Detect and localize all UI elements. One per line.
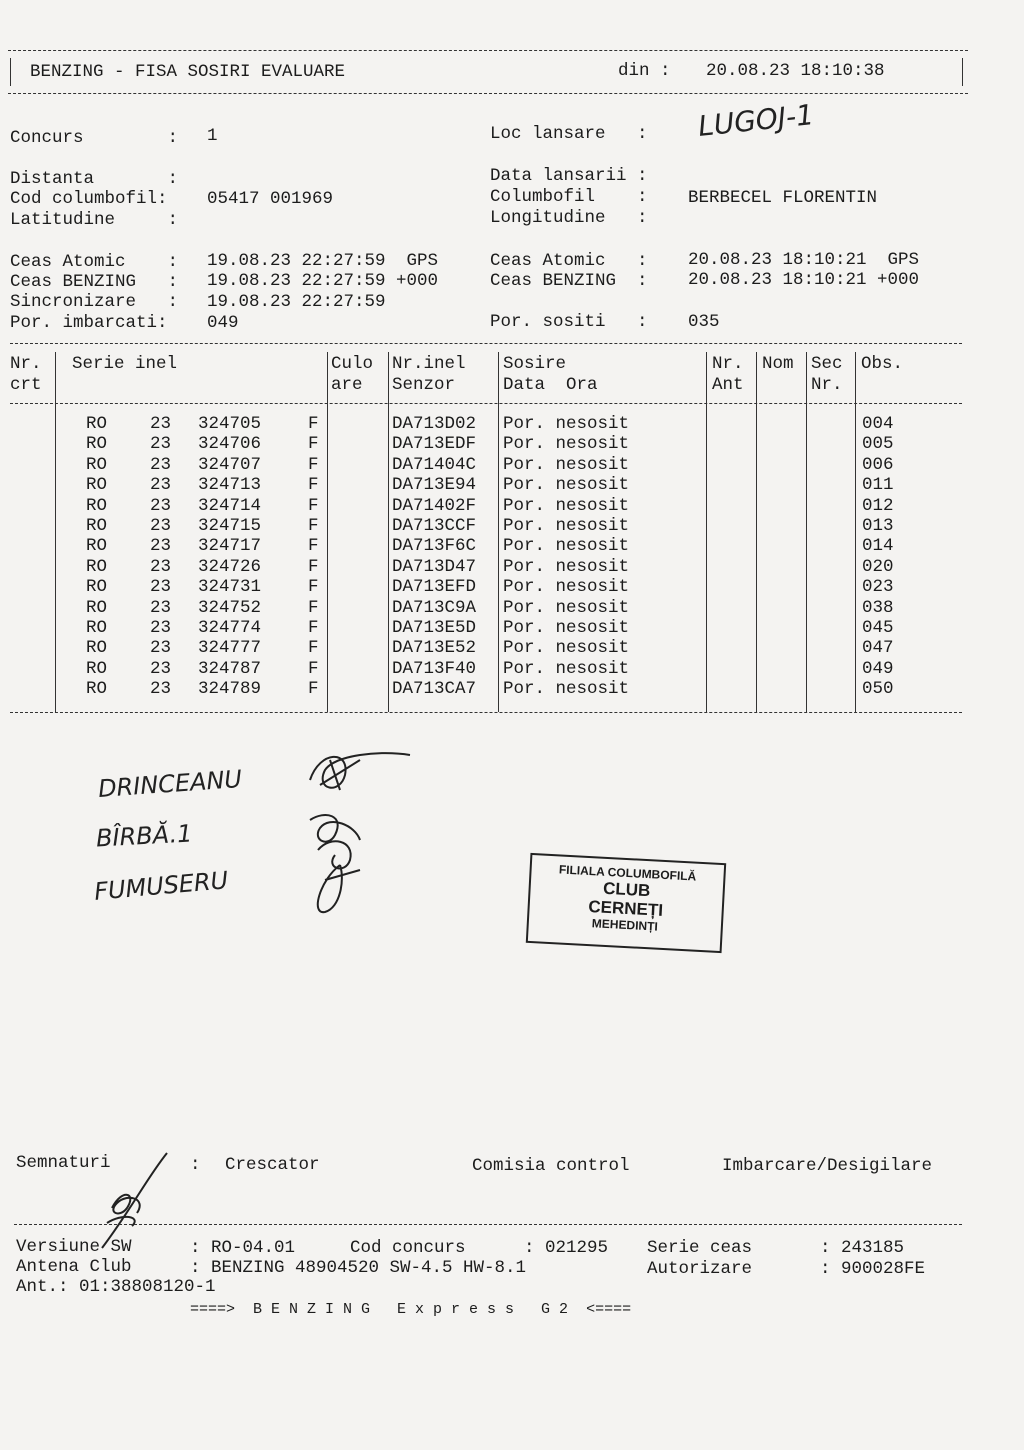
cell-sensor: DA713EFD <box>392 577 477 598</box>
cell-obs: 038 <box>862 597 894 618</box>
crescator-label: Crescator <box>225 1155 320 1175</box>
versiune-label: Versiune SW <box>16 1237 132 1257</box>
table-row <box>0 516 1024 536</box>
cell-status: Por. nesosit <box>503 618 630 638</box>
autorizare-value: : 900028FE <box>820 1259 926 1279</box>
por-sositi-value: 035 <box>688 312 720 332</box>
cell-country: RO <box>86 536 108 557</box>
latitudine-label: Latitudine : <box>10 210 179 230</box>
cell-year: 23 <box>150 414 172 434</box>
th-nrinel: Nr.inel <box>392 354 466 374</box>
cell-obs: 023 <box>862 577 894 598</box>
cell-sensor: DA713F40 <box>392 658 477 679</box>
cell-obs: 050 <box>862 679 894 700</box>
table-row <box>0 414 1024 434</box>
cell-sensor: DA713CA7 <box>392 679 477 700</box>
versiune-value: : RO-04.01 <box>190 1238 296 1258</box>
cell-year: 23 <box>150 618 172 638</box>
imbarcare-label: Imbarcare/Desigilare <box>722 1156 933 1176</box>
cell-country: RO <box>86 556 108 577</box>
cell-ring: 324717 <box>198 536 262 557</box>
cell-sex: F <box>308 556 319 577</box>
cell-sensor: DA713D02 <box>392 414 477 434</box>
cell-year: 23 <box>150 597 172 618</box>
cod-columbofil-value: 05417 001969 <box>207 189 334 209</box>
autorizare-label: Autorizare <box>647 1259 753 1279</box>
cell-status: Por. nesosit <box>503 434 630 455</box>
ant-line: Ant.: 01:38808120-1 <box>16 1277 216 1297</box>
table-row <box>0 638 1024 658</box>
cell-ring: 324706 <box>198 434 262 455</box>
cell-country: RO <box>86 414 108 434</box>
cell-obs: 006 <box>862 454 894 475</box>
cell-sex: F <box>308 454 319 475</box>
concurs-label: Concurs : <box>10 128 179 148</box>
cell-ring: 324752 <box>198 597 262 618</box>
cell-status: Por. nesosit <box>503 679 630 700</box>
cell-year: 23 <box>150 679 172 700</box>
loc-lansare-label: Loc lansare : <box>490 124 648 144</box>
table-bottom-border <box>10 712 962 713</box>
por-imbarcati-label: Por. imbarcati: <box>10 313 168 333</box>
cell-country: RO <box>86 638 108 659</box>
ceas-benzing-end: 20.08.23 18:10:21 +000 <box>688 270 920 290</box>
cell-status: Por. nesosit <box>503 658 630 679</box>
cell-sensor: DA71402F <box>392 495 477 516</box>
cell-obs: 047 <box>862 638 894 659</box>
table-row <box>0 577 1024 597</box>
cod-columbofil-label: Cod columbofil: <box>10 189 168 209</box>
cell-status: Por. nesosit <box>503 638 630 659</box>
table-top-border <box>10 343 962 344</box>
stamp-line-3: CERNEȚI <box>587 897 664 920</box>
serie-ceas-value: : 243185 <box>820 1238 905 1258</box>
serie-ceas-label: Serie ceas <box>647 1238 753 1258</box>
cell-sensor: DA713E5D <box>392 618 477 638</box>
por-sositi-label: Por. sositi : <box>490 312 648 332</box>
cell-status: Por. nesosit <box>503 414 630 434</box>
handwritten-name-2: BÎRBĂ.1 <box>95 819 194 853</box>
header-right-border <box>962 58 963 86</box>
table-header-divider <box>10 403 962 404</box>
th-ant: Ant <box>712 375 744 395</box>
data-lansarii-label: Data lansarii : <box>490 166 648 186</box>
cell-sex: F <box>308 577 319 598</box>
concurs-value: 1 <box>207 126 218 146</box>
sincronizare-value: 19.08.23 22:27:59 <box>207 292 386 312</box>
table-row <box>0 434 1024 454</box>
signature-marks <box>300 740 420 920</box>
cell-status: Por. nesosit <box>503 556 630 577</box>
cell-year: 23 <box>150 454 172 475</box>
cell-sex: F <box>308 597 319 618</box>
cell-year: 23 <box>150 658 172 679</box>
ceas-benzing-label: Ceas BENZING : <box>10 272 179 292</box>
th-serie: Serie inel <box>72 354 178 374</box>
stamp-line-1: FILIALA COLUMBOFILĂ <box>558 862 697 884</box>
cell-ring: 324789 <box>198 679 262 700</box>
header-bottom-border <box>8 93 968 94</box>
table-row <box>0 557 1024 577</box>
cell-year: 23 <box>150 495 172 516</box>
cell-status: Por. nesosit <box>503 516 630 536</box>
cell-obs: 005 <box>862 434 894 455</box>
handwritten-name-3: FUMUSERU <box>93 866 230 906</box>
footer-divider <box>14 1224 962 1225</box>
cell-sex: F <box>308 638 319 659</box>
cell-sex: F <box>308 475 319 496</box>
benzing-express-banner: ====> B E N Z I N G E x p r e s s G 2 <==== <box>190 1301 632 1318</box>
cell-sex: F <box>308 618 319 638</box>
th-crt: crt <box>10 375 42 395</box>
cell-ring: 324705 <box>198 414 262 434</box>
cell-sensor: DA713D47 <box>392 556 477 577</box>
cell-sensor: DA713E52 <box>392 638 477 659</box>
din-label: din : <box>618 61 671 81</box>
th-senzor: Senzor <box>392 375 456 395</box>
cell-status: Por. nesosit <box>503 495 630 516</box>
th-nr: Nr. <box>10 354 42 374</box>
cell-sex: F <box>308 434 319 455</box>
cod-concurs-label: Cod concurs <box>350 1238 466 1258</box>
loc-lansare-value: LUGOJ-1 <box>696 98 816 143</box>
th-nrant: Nr. <box>712 354 744 374</box>
ceas-atomic-r-label: Ceas Atomic : <box>490 251 648 271</box>
cell-ring: 324714 <box>198 495 262 516</box>
cell-country: RO <box>86 679 108 700</box>
table-row <box>0 659 1024 679</box>
cell-ring: 324787 <box>198 658 262 679</box>
cell-obs: 020 <box>862 556 894 577</box>
distanta-label: Distanta : <box>10 169 179 189</box>
cell-status: Por. nesosit <box>503 577 630 598</box>
longitudine-label: Longitudine : <box>490 208 648 228</box>
cell-year: 23 <box>150 475 172 496</box>
cell-sex: F <box>308 679 319 700</box>
document-title: BENZING - FISA SOSIRI EVALUARE <box>30 62 346 82</box>
ceas-atomic-label: Ceas Atomic : <box>10 252 179 272</box>
columbofil-label: Columbofil : <box>490 187 648 207</box>
cell-year: 23 <box>150 638 172 659</box>
cell-sensor: DA713E94 <box>392 475 477 496</box>
cell-country: RO <box>86 454 108 475</box>
cell-country: RO <box>86 577 108 598</box>
cell-ring: 324731 <box>198 577 262 598</box>
cell-obs: 011 <box>862 475 894 496</box>
cell-status: Por. nesosit <box>503 454 630 475</box>
cell-sex: F <box>308 658 319 679</box>
cell-year: 23 <box>150 577 172 598</box>
semnaturi-label: Semnaturi <box>16 1153 111 1173</box>
cell-sex: F <box>308 536 319 557</box>
stamp-line-4: MEHEDINȚI <box>591 916 659 934</box>
handwritten-name-1: DRINCEANU <box>97 765 243 803</box>
cell-ring: 324715 <box>198 516 262 536</box>
antena-value: : BENZING 48904520 SW-4.5 HW-8.1 <box>190 1258 527 1278</box>
header-left-border <box>10 58 11 86</box>
th-are: are <box>331 375 363 395</box>
table-row <box>0 679 1024 699</box>
cell-year: 23 <box>150 434 172 455</box>
ceas-atomic-end: 20.08.23 18:10:21 GPS <box>688 250 920 270</box>
table-row <box>0 475 1024 495</box>
cell-sensor: DA713EDF <box>392 434 477 455</box>
cell-country: RO <box>86 597 108 618</box>
cell-year: 23 <box>150 516 172 536</box>
cell-status: Por. nesosit <box>503 536 630 557</box>
header-top-border <box>8 50 968 51</box>
table-row <box>0 618 1024 638</box>
header-datetime: 20.08.23 18:10:38 <box>706 61 885 81</box>
cell-sex: F <box>308 495 319 516</box>
cell-ring: 324713 <box>198 475 262 496</box>
cell-obs: 014 <box>862 536 894 557</box>
th-data-ora: Data Ora <box>503 375 598 395</box>
columbofil-value: BERBECEL FLORENTIN <box>688 188 878 208</box>
th-obs: Obs. <box>861 354 904 374</box>
table-row <box>0 536 1024 556</box>
cell-ring: 324726 <box>198 556 262 577</box>
cell-country: RO <box>86 618 108 638</box>
cell-country: RO <box>86 495 108 516</box>
cell-ring: 324774 <box>198 618 262 638</box>
th-nom: Nom <box>762 354 794 374</box>
th-culo: Culo <box>331 354 374 374</box>
sincronizare-label: Sincronizare : <box>10 292 179 312</box>
table-row <box>0 455 1024 475</box>
antena-label: Antena Club <box>16 1257 132 1277</box>
ceas-atomic-start: 19.08.23 22:27:59 GPS <box>207 251 439 271</box>
cell-obs: 045 <box>862 618 894 638</box>
ceas-benzing-start: 19.08.23 22:27:59 +000 <box>207 271 439 291</box>
cell-country: RO <box>86 658 108 679</box>
cell-country: RO <box>86 434 108 455</box>
semnaturi-colon: : <box>190 1155 201 1175</box>
cell-sensor: DA71404C <box>392 454 477 475</box>
por-imbarcati-value: 049 <box>207 313 239 333</box>
cell-obs: 049 <box>862 658 894 679</box>
cell-sex: F <box>308 516 319 536</box>
cell-country: RO <box>86 475 108 496</box>
table-row <box>0 598 1024 618</box>
cell-ring: 324707 <box>198 454 262 475</box>
th-sec: Sec <box>811 354 843 374</box>
cell-sex: F <box>308 414 319 434</box>
stamp-line-2: CLUB <box>602 878 651 901</box>
cell-sensor: DA713C9A <box>392 597 477 618</box>
cell-ring: 324777 <box>198 638 262 659</box>
cod-concurs-value: : 021295 <box>524 1238 609 1258</box>
cell-obs: 012 <box>862 495 894 516</box>
cell-sensor: DA713CCF <box>392 516 477 536</box>
cell-obs: 013 <box>862 516 894 536</box>
th-secnr: Nr. <box>811 375 843 395</box>
cell-year: 23 <box>150 556 172 577</box>
ceas-benzing-r-label: Ceas BENZING : <box>490 271 648 291</box>
cell-obs: 004 <box>862 414 894 434</box>
table-row <box>0 496 1024 516</box>
cell-status: Por. nesosit <box>503 475 630 496</box>
cell-sensor: DA713F6C <box>392 536 477 557</box>
cell-country: RO <box>86 516 108 536</box>
club-stamp <box>526 853 726 953</box>
comisia-label: Comisia control <box>472 1156 630 1176</box>
th-sosire: Sosire <box>503 354 567 374</box>
cell-year: 23 <box>150 536 172 557</box>
cell-status: Por. nesosit <box>503 597 630 618</box>
